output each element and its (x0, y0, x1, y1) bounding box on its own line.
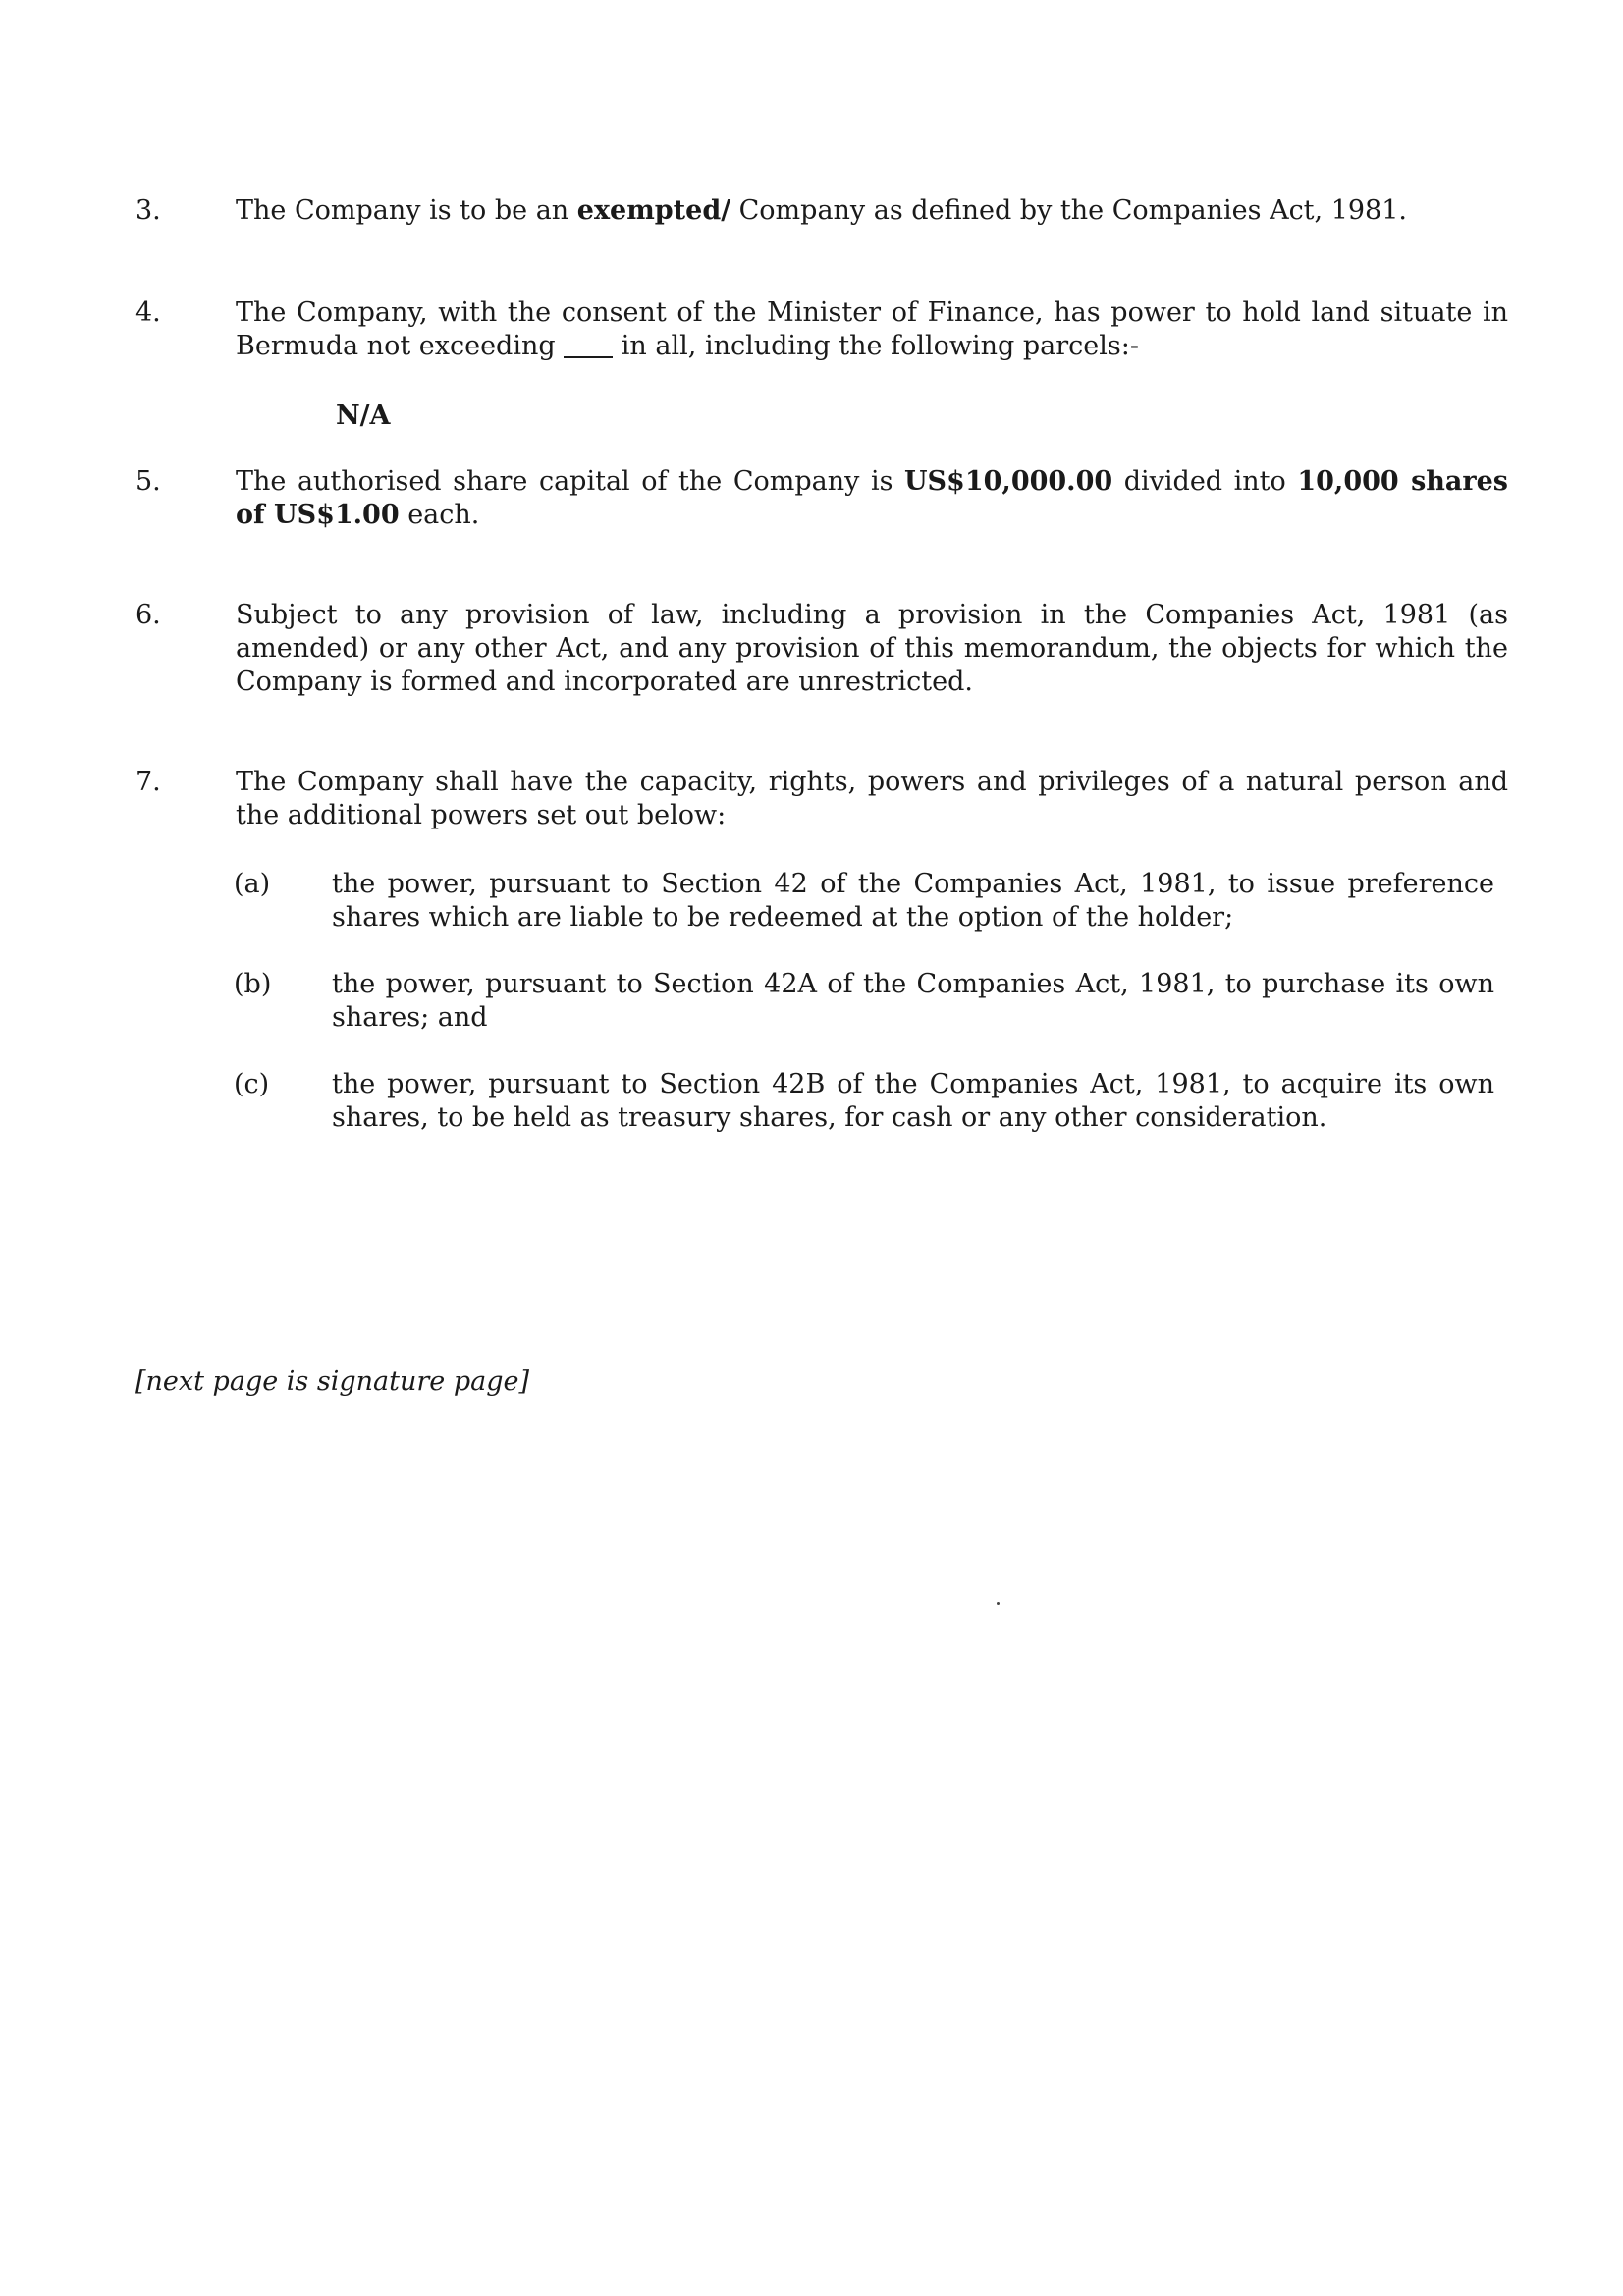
subclause-text: the power, pursuant to Section 42A of the Companies Act, 1981, to purchase its own shares; and (332, 969, 1494, 1033)
clause-text-part: Company as defined by the Companies Act, 1981. (730, 195, 1407, 226)
subclause-label: (a) (234, 869, 271, 899)
clause-number: 7. (135, 767, 161, 797)
subclause-label: (c) (234, 1069, 270, 1099)
subclause-text: the power, pursuant to Section 42B of the Companies Act, 1981, to acquire its own shares, to be held as treasury shares, for cash or any other consideration. (332, 1069, 1494, 1133)
share-capital-amount: US$10,000.00 (904, 466, 1113, 497)
next-page-note: [next page is signature page] (135, 1366, 530, 1397)
clause-text-part: The Company, with the consent of the Minister of Finance, has power to hold land situate in Bermuda not exceeding (236, 297, 1508, 361)
clause-text: The Company shall have the capacity, rights, powers and privileges of a natural person and the additional powers set out below: (236, 767, 1508, 830)
clause-number: 3. (135, 195, 161, 226)
clause-text-part: divided into (1112, 466, 1298, 497)
parcels-value: N/A (336, 400, 391, 431)
clause-text (236, 194, 1508, 228)
share-count: 10,000 shares of US$1.00 (236, 466, 1509, 530)
clause-number: 5. (135, 466, 161, 497)
clause-text (236, 296, 1508, 363)
stray-mark (997, 1602, 1000, 1605)
subclause-text: the power, pursuant to Section 42 of the Companies Act, 1981, to issue preference shares which are liable to be redeemed at the option of the holder; (332, 869, 1494, 933)
clause-text: Subject to any provision of law, including a provision in the Companies Act, 1981 (as amended) or any other Act, and any provision of this memorandum, the objects for which the Company is formed and incorporated are unrestricted. (236, 600, 1508, 697)
clause-number: 4. (135, 297, 161, 328)
clause-text-part: each. (399, 500, 480, 530)
blank-line (564, 330, 613, 358)
clause-text-part: in all, including the following parcels:- (613, 331, 1139, 361)
subclause-label: (b) (234, 969, 272, 999)
clause-text-part: The authorised share capital of the Company is (236, 466, 905, 497)
clause-text (236, 465, 1508, 532)
clause-bold-term: exempted/ (576, 195, 731, 226)
clause-text-part: The Company is to be an (236, 195, 577, 226)
clause-number: 6. (135, 600, 161, 630)
